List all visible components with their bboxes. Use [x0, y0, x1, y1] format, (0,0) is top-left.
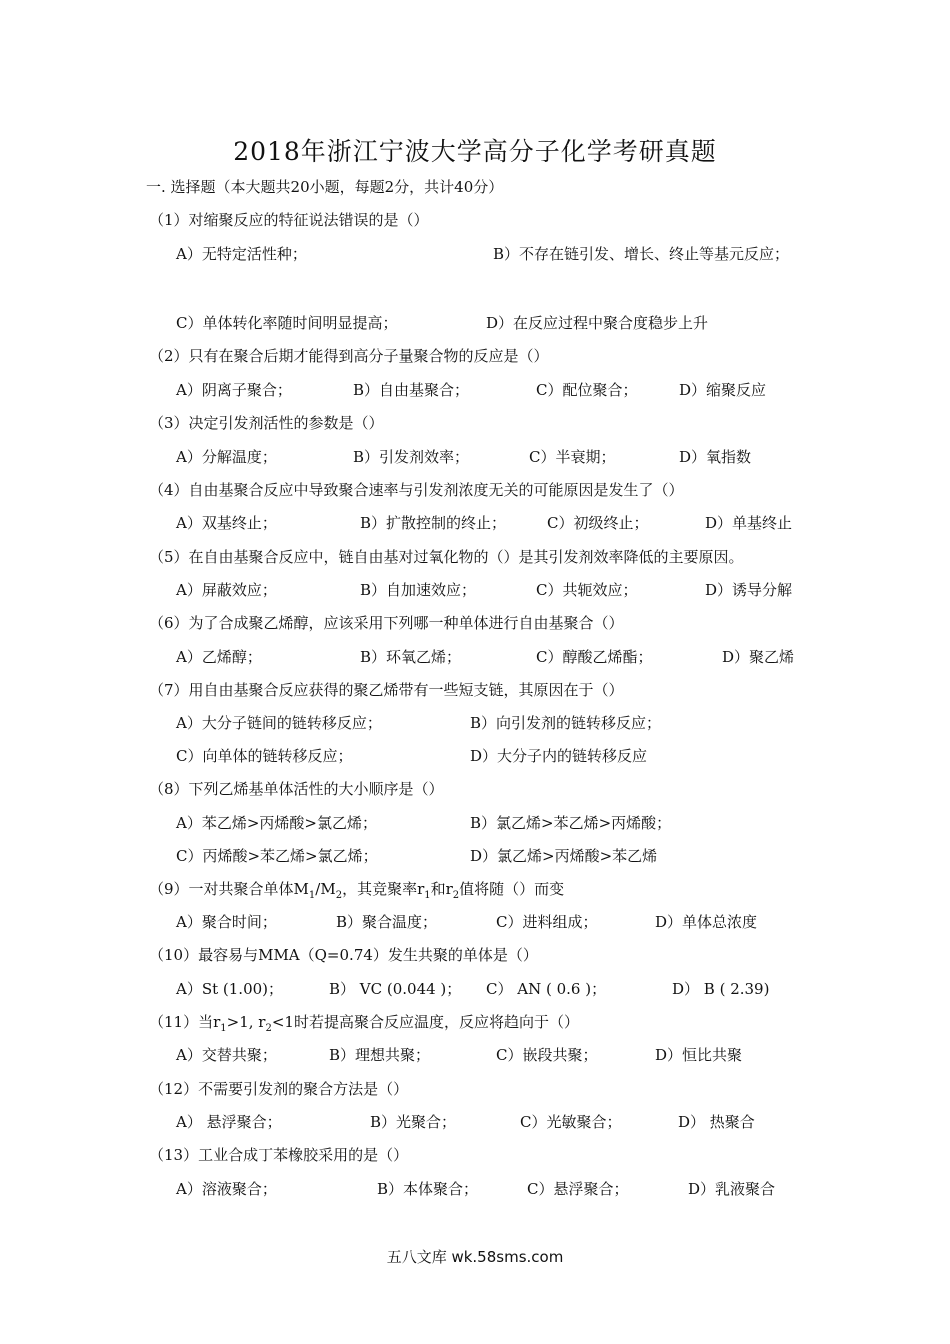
q13-option-d: D）乳液聚合: [688, 1180, 776, 1198]
q4-option-d: D）单基终止: [705, 514, 793, 532]
q12-option-c: C）光敏聚合；: [520, 1113, 622, 1131]
q10-option-c: C） AN ( 0.6 )；: [486, 980, 607, 998]
question-1: （1）对缩聚反应的特征说法错误的是（）: [149, 211, 429, 229]
q11-option-d: D）恒比共聚: [655, 1046, 743, 1064]
q11-option-c: C）嵌段共聚；: [496, 1046, 598, 1064]
q5-option-d: D）诱导分解: [705, 581, 793, 599]
q8-option-a: A）苯乙烯>丙烯酸>氯乙烯；: [176, 814, 377, 832]
q7-option-c: C）向单体的链转移反应；: [176, 747, 353, 765]
q13-option-b: B）本体聚合；: [377, 1180, 479, 1198]
q10-option-b: B） VC (0.044 )；: [329, 980, 462, 998]
q12-option-d: D） 热聚合: [678, 1113, 755, 1131]
question-7: （7）用自由基聚合反应获得的聚乙烯带有一些短支链，其原因在于（）: [149, 681, 624, 699]
question-2: （2）只有在聚合后期才能得到高分子量聚合物的反应是（）: [149, 347, 549, 365]
q13-option-c: C）悬浮聚合；: [527, 1180, 629, 1198]
question-3: （3）决定引发剂活性的参数是（）: [149, 414, 384, 432]
q5-option-a: A）屏蔽效应；: [176, 581, 277, 599]
q5-option-c: C）共轭效应；: [536, 581, 638, 599]
question-4: （4）自由基聚合反应中导致聚合速率与引发剂浓度无关的可能原因是发生了（）: [149, 481, 684, 499]
q10-option-a: A）St (1.00)；: [176, 980, 284, 998]
question-10: （10）最容易与MMA（Q=0.74）发生共聚的单体是（）: [149, 946, 538, 964]
q8-option-b: B）氯乙烯>苯乙烯>丙烯酸；: [470, 814, 672, 832]
q1-option-a: A）无特定活性种；: [176, 245, 307, 263]
q8-option-c: C）丙烯酸>苯乙烯>氯乙烯；: [176, 847, 378, 865]
q2-option-c: C）配位聚合；: [536, 381, 638, 399]
q2-option-d: D）缩聚反应: [679, 381, 767, 399]
q3-option-d: D）氧指数: [679, 448, 752, 466]
q1-option-b: B）不存在链引发、增长、终止等基元反应；: [493, 245, 790, 263]
q13-option-a: A）溶液聚合；: [176, 1180, 277, 1198]
q6-option-b: B）环氧乙烯；: [360, 648, 462, 666]
q9-option-b: B）聚合温度；: [336, 913, 438, 931]
question-12: （12）不需要引发剂的聚合方法是（）: [149, 1080, 409, 1098]
q4-option-b: B）扩散控制的终止；: [360, 514, 507, 532]
q9-option-a: A）聚合时间；: [176, 913, 277, 931]
q7-option-a: A）大分子链间的链转移反应；: [176, 714, 382, 732]
q1-option-c: C）单体转化率随时间明显提高；: [176, 314, 398, 332]
q3-option-a: A）分解温度；: [176, 448, 277, 466]
q11-option-b: B）理想共聚；: [329, 1046, 431, 1064]
q2-option-a: A）阴离子聚合；: [176, 381, 292, 399]
q9-option-d: D）单体总浓度: [655, 913, 758, 931]
question-6: （6）为了合成聚乙烯醇，应该采用下列哪一种单体进行自由基聚合（）: [149, 614, 624, 632]
page-title: 2018年浙江宁波大学高分子化学考研真题: [233, 137, 717, 166]
q2-option-b: B）自由基聚合；: [353, 381, 470, 399]
q1-option-d: D）在反应过程中聚合度稳步上升: [486, 314, 709, 332]
q6-option-a: A）乙烯醇；: [176, 648, 262, 666]
q8-option-d: D）氯乙烯>丙烯酸>苯乙烯: [470, 847, 658, 865]
q3-option-b: B）引发剂效率；: [353, 448, 470, 466]
q11-option-a: A）交替共聚；: [176, 1046, 277, 1064]
q3-option-c: C）半衰期；: [529, 448, 616, 466]
question-5: （5）在自由基聚合反应中，链自由基对过氧化物的（）是其引发剂效率降低的主要原因。: [149, 548, 744, 566]
q12-option-a: A） 悬浮聚合；: [176, 1113, 282, 1131]
section-heading: 一. 选择题（本大题共20小题，每题2分，共计40分）: [146, 178, 504, 196]
q12-option-b: B）光聚合；: [370, 1113, 457, 1131]
q10-option-d: D） B ( 2.39): [672, 980, 770, 998]
question-9: （9）一对共聚合单体$M_1/M_2$，其竞聚率$r_1$和$r_2$值将随（）而变: [149, 880, 565, 901]
q4-option-a: A）双基终止；: [176, 514, 277, 532]
question-11: （11）当$r_1>1$, $r_2<1$时若提高聚合反应温度，反应将趋向于（）: [149, 1013, 579, 1034]
question-13: （13）工业合成丁苯橡胶采用的是（）: [149, 1146, 409, 1164]
q7-option-b: B）向引发剂的链转移反应；: [470, 714, 662, 732]
question-8: （8）下列乙烯基单体活性的大小顺序是（）: [149, 780, 444, 798]
q6-option-d: D）聚乙烯: [722, 648, 795, 666]
footer-watermark: 五八文库 wk.58sms.com: [386, 1248, 564, 1266]
q5-option-b: B）自加速效应；: [360, 581, 477, 599]
q6-option-c: C）醇酸乙烯酯；: [536, 648, 653, 666]
q9-option-c: C）进料组成；: [496, 913, 598, 931]
q7-option-d: D）大分子内的链转移反应: [470, 747, 648, 765]
q4-option-c: C）初级终止；: [547, 514, 649, 532]
